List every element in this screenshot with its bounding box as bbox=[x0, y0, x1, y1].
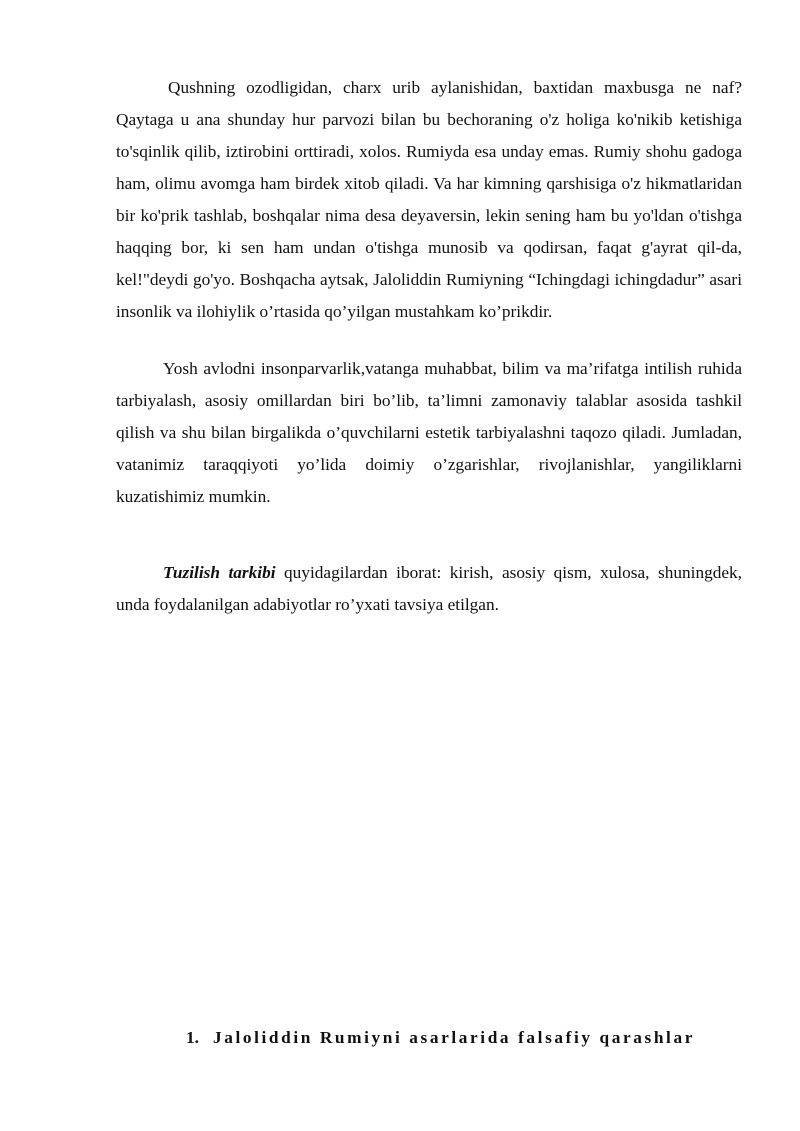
structure-lead-emphasis: Tuzilish tarkibi bbox=[163, 563, 276, 582]
paragraph-structure bbox=[116, 557, 742, 621]
paragraph-rumi-bridge: Qushning ozodligidan, charx urib aylanishidan, baxtidan maxbusga ne naf? Qaytaga u ana shunday hur parvozi bilan bu bechoraning o'z holiga ko'nikib ketishiga to'sqinlik qilib, iztirobini orttiradi, xolos. Rumiyda esa unday emas. Rumiy shohu gadoga ham, olimu avomga ham birdek xitob qiladi. Va har kimning qarshisiga o'z hikmatlaridan bir ko'prik tashlab, boshqalar nima desa deyaversin, lekin sening ham bu yo'ldan o'tishga haqqing bor, ki sen ham undan o'tishga munosib va qodirsan, faqat g'ayrat qil-da, kel!"deydi go'yo. Boshqacha aytsak, Jaloliddin Rumiyning “Ichingdagi ichingdadur” asari insonlik va ilohiylik o’rtasida qo’yilgan mustahkam ko’prikdir. bbox=[116, 78, 742, 321]
structure-description: quyidagilardan iborat: kirish, asosiy qism, xulosa, shuningdek, unda foydalanilgan adabiyotlar ro’yxati tavsiya etilgan. bbox=[116, 563, 742, 614]
section-heading-number: 1. bbox=[186, 1028, 199, 1047]
section-heading bbox=[186, 1028, 695, 1048]
section-heading-text: Jaloliddin Rumiyni asarlarida falsafiy qarashlar bbox=[212, 1028, 695, 1047]
paragraph-youth-education: Yosh avlodni insonparvarlik,vatanga muhabbat, bilim va ma’rifatga intilish ruhida tarbiyalash, asosiy omillardan biri bo’lib, ta’limni zamonaviy talablar asosida tashkil qilish va shu bilan birgalikda o’quvchilarni estetik tarbiyalashni taqozo qiladi. Jumladan, vatanimiz taraqqiyoti yo’lida doimiy o’zgarishlar, rivojlanishlar, yangiliklarni kuzatishimiz mumkin. bbox=[116, 359, 742, 506]
